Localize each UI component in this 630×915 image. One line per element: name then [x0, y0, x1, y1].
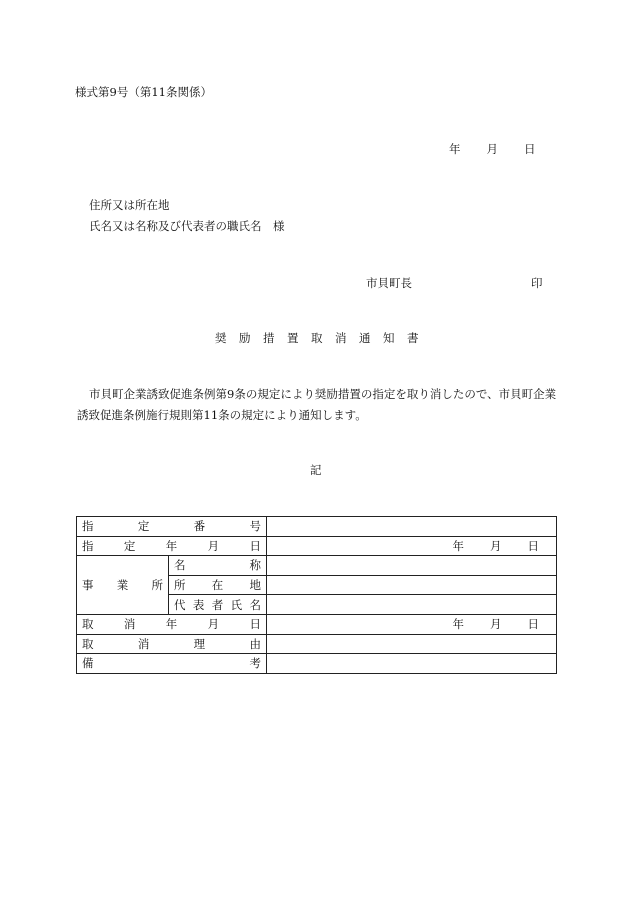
- location-label: 所 在 地: [169, 575, 267, 595]
- designation-number-value[interactable]: [267, 517, 557, 537]
- name-label: 名 称: [169, 556, 267, 576]
- table-row: [77, 614, 557, 634]
- designation-date-label: 指 定 年 月 日: [77, 536, 267, 556]
- table-row: [77, 517, 557, 537]
- title-char: 励: [239, 331, 251, 345]
- table-row: [77, 536, 557, 556]
- title-char: 取: [311, 331, 323, 345]
- table-row: [77, 634, 557, 654]
- ki-heading: 記: [310, 463, 322, 477]
- recipient-name-label: 氏名又は名称及び代表者の職氏名 様: [89, 219, 285, 233]
- representative-label: 代 表 者 氏 名: [169, 595, 267, 615]
- day-label: 日: [524, 142, 536, 156]
- location-value[interactable]: [267, 575, 557, 595]
- representative-value[interactable]: [267, 595, 557, 615]
- month-label: 月: [486, 142, 498, 156]
- cancel-date-value[interactable]: 年 月 日: [267, 614, 557, 634]
- recipient-address-label: 住所又は所在地: [89, 198, 170, 212]
- table-row: [77, 556, 557, 576]
- cancel-reason-label: 取 消 理 由: [77, 634, 267, 654]
- issuer-title: 市貝町長: [366, 276, 412, 290]
- title-char: 消: [335, 331, 347, 345]
- cancel-reason-value[interactable]: [267, 634, 557, 654]
- name-value[interactable]: [267, 556, 557, 576]
- document-title: [215, 330, 431, 346]
- remarks-value[interactable]: [267, 654, 557, 674]
- title-char: 知: [383, 331, 395, 345]
- remarks-label: 備 考: [77, 654, 267, 674]
- business-site-label: 事 業 所: [77, 556, 169, 615]
- seal-mark: 印: [531, 276, 543, 290]
- title-char: 通: [359, 331, 371, 345]
- table-row: [77, 654, 557, 674]
- title-char: 書: [407, 331, 419, 345]
- body-paragraph: 市貝町企業誘致促進条例第9条の規定により奨励措置の指定を取り消したので、市貝町企業誘致促進条例施行規則第11条の規定により通知します。: [77, 387, 557, 422]
- title-char: 置: [287, 331, 299, 345]
- title-char: 奨: [215, 331, 227, 345]
- details-table: [76, 516, 557, 674]
- cancel-date-label: 取 消 年 月 日: [77, 614, 267, 634]
- title-char: 措: [263, 331, 275, 345]
- year-label: 年: [449, 142, 461, 156]
- designation-date-value[interactable]: 年 月 日: [267, 536, 557, 556]
- designation-number-label: 指 定 番 号: [77, 517, 267, 537]
- issue-date: [449, 141, 536, 157]
- form-number: 様式第9号（第11条関係）: [75, 85, 212, 99]
